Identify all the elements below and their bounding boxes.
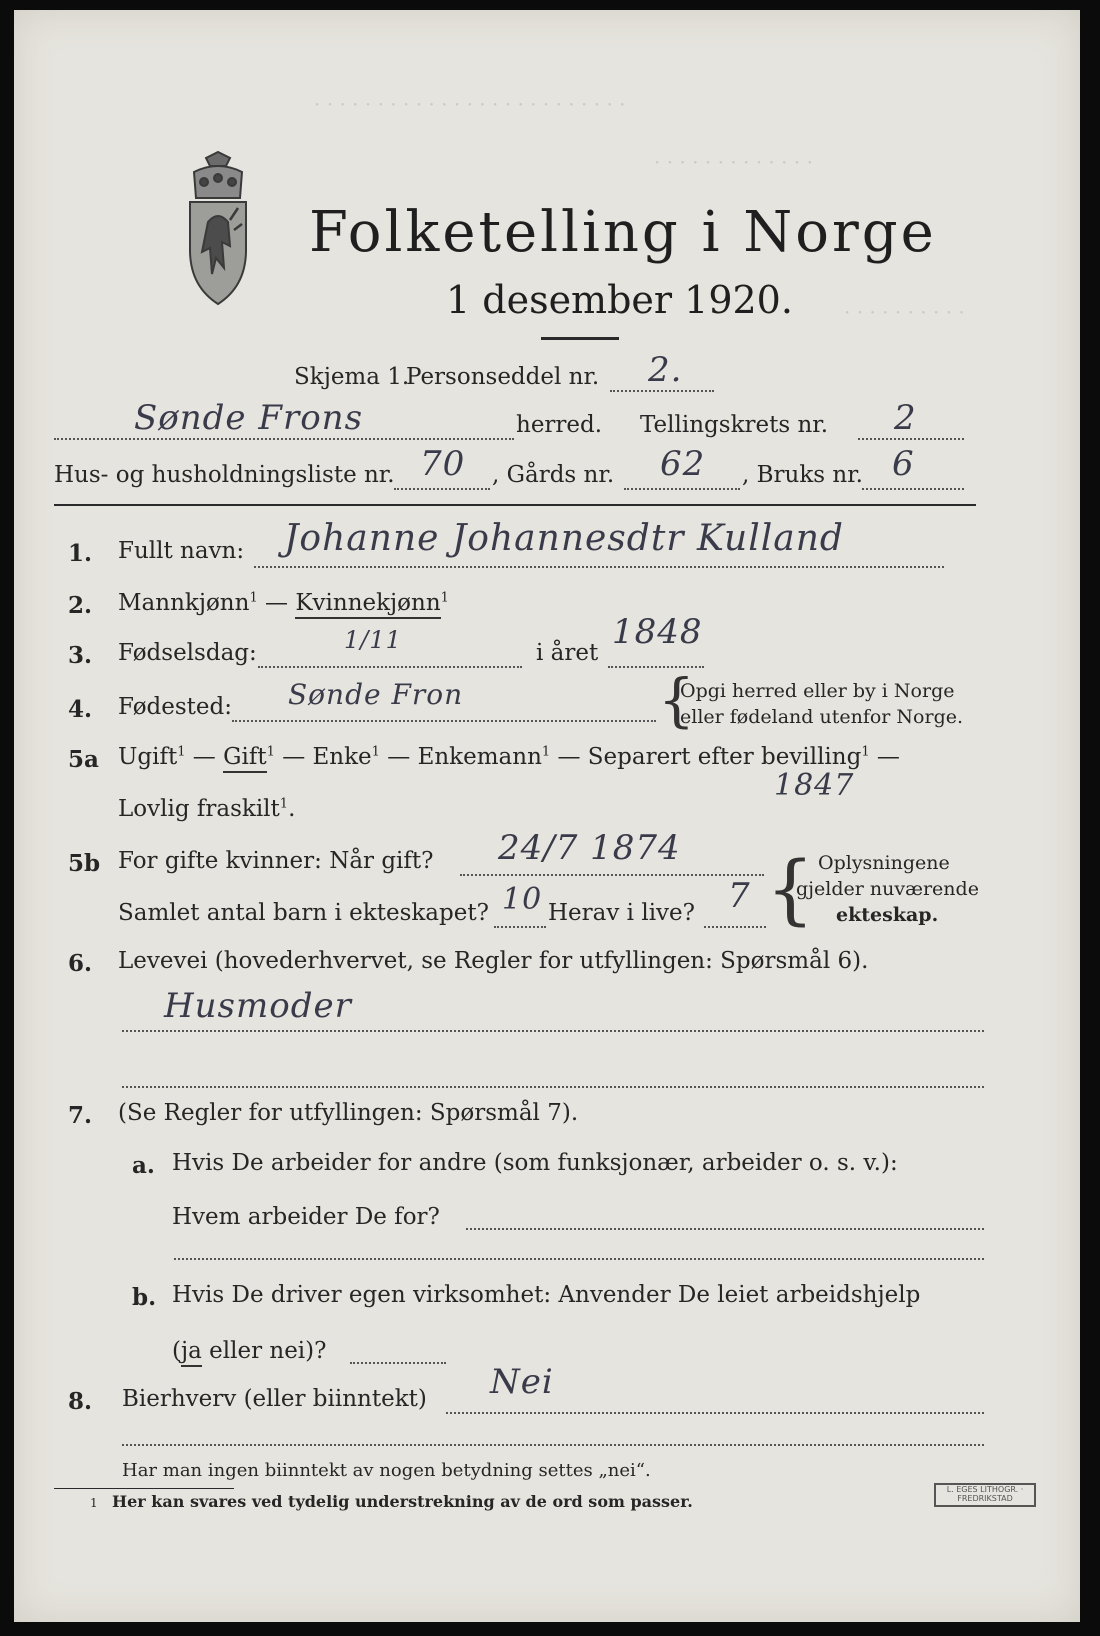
q1-label: Fullt navn: bbox=[118, 538, 245, 564]
hired-help-line bbox=[350, 1362, 446, 1364]
q7b-question: (ja eller nei)? bbox=[172, 1338, 326, 1364]
employer-line-2 bbox=[174, 1258, 984, 1260]
q4-label: Fødested: bbox=[118, 694, 233, 720]
married-when-label: For gifte kvinner: Når gift? bbox=[118, 848, 434, 874]
herred-value[interactable]: Sønde Frons bbox=[134, 398, 364, 438]
q7-number: 7. bbox=[68, 1102, 93, 1129]
q7-label: (Se Regler for utfyllingen: Spørsmål 7). bbox=[118, 1100, 579, 1126]
enke-option[interactable]: Enke bbox=[312, 744, 372, 770]
bleed-through: · · · · · · · · · · · · · bbox=[654, 150, 813, 174]
employer-line bbox=[466, 1228, 984, 1230]
ja-option-selected[interactable]: ja bbox=[181, 1338, 202, 1367]
enkemann-option[interactable]: Enkemann bbox=[417, 744, 542, 770]
bruks-label: , Bruks nr. bbox=[742, 462, 863, 488]
side-income-line-2 bbox=[122, 1444, 984, 1446]
married-when-value[interactable]: 24/7 1874 bbox=[498, 828, 681, 868]
census-form-page bbox=[14, 10, 1080, 1622]
footnote-divider bbox=[54, 1488, 234, 1489]
q3-label: Fødselsdag: bbox=[118, 640, 257, 666]
bleed-through: · · · · · · · · · · · · · · · · · · · · · · · · · bbox=[314, 92, 626, 116]
children-line bbox=[494, 926, 546, 928]
herred-label: herred. bbox=[516, 412, 603, 438]
birthplace-note-brace: { bbox=[658, 666, 695, 734]
gards-label: , Gårds nr. bbox=[492, 462, 615, 488]
census-date: 1 desember 1920. bbox=[446, 278, 793, 322]
alive-label: Herav i live? bbox=[548, 900, 695, 926]
hus-label: Hus- og husholdningsliste nr. bbox=[54, 462, 395, 488]
herred-line bbox=[54, 438, 514, 440]
marriage-note-brace: { bbox=[766, 844, 815, 933]
occupation-value[interactable]: Husmoder bbox=[164, 986, 352, 1026]
hus-value[interactable]: 70 bbox=[420, 444, 466, 484]
q6-number: 6. bbox=[68, 950, 93, 977]
mannkjonn-option[interactable]: Mannkjønn bbox=[118, 590, 250, 616]
q7a-text: Hvis De arbeider for andre (som funksjonær, arbeider o. s. v.): bbox=[172, 1150, 898, 1176]
q6-label: Levevei (hovederhvervet, se Regler for utfyllingen: Spørsmål 6). bbox=[118, 948, 869, 974]
children-value[interactable]: 10 bbox=[502, 882, 543, 917]
q5a-number: 5a bbox=[68, 746, 99, 773]
title-divider bbox=[541, 337, 619, 340]
skjema-label: Skjema 1. bbox=[294, 364, 410, 390]
q5b-number: 5b bbox=[68, 850, 101, 877]
bruks-line bbox=[862, 488, 964, 490]
fraskilt-option[interactable]: Lovlig fraskilt$^1$. bbox=[118, 796, 296, 822]
printer-stamp: L. EGES LITHOGR. · FREDRIKSTAD bbox=[934, 1483, 1036, 1507]
birthplace-value[interactable]: Sønde Fron bbox=[288, 678, 464, 711]
kvinnekjonn-option-selected[interactable]: Kvinnekjønn bbox=[295, 590, 440, 619]
marriage-note-1: Oplysningene bbox=[818, 852, 950, 874]
hus-line bbox=[394, 488, 490, 490]
full-name-value[interactable]: Johanne Johannesdtr Kulland bbox=[284, 518, 844, 559]
q8-label: Bierhverv (eller biinntekt) bbox=[122, 1386, 427, 1412]
birthplace-note-1: Opgi herred eller by i Norge bbox=[680, 680, 955, 702]
bleed-through: · · · · · · · · · · bbox=[844, 300, 965, 324]
form-title: Folketelling i Norge bbox=[309, 200, 937, 265]
footnote-mark: 1 bbox=[90, 1496, 98, 1510]
children-label: Samlet antal barn i ekteskapet? bbox=[118, 900, 489, 926]
marital-options: Ugift$^1$ — Gift$^1$ — Enke$^1$ — Enkemann$^1$ — Separert efter bevilling$^1$ — bbox=[118, 744, 900, 770]
married-when-line bbox=[460, 874, 764, 876]
tellingskrets-value[interactable]: 2 bbox=[894, 398, 917, 438]
year-label: i året bbox=[536, 640, 599, 666]
q7b-letter: b. bbox=[132, 1284, 157, 1311]
occupation-line-2 bbox=[122, 1086, 984, 1088]
birthday-value[interactable]: 1/11 bbox=[344, 626, 402, 654]
norwegian-coat-of-arms-icon bbox=[172, 150, 264, 308]
q4-number: 4. bbox=[68, 696, 93, 723]
q3-number: 3. bbox=[68, 642, 93, 669]
q7b-text: Hvis De driver egen virksomhet: Anvender De leiet arbeidshjelp bbox=[172, 1282, 921, 1308]
q7a-question: Hvem arbeider De for? bbox=[172, 1204, 440, 1230]
header-divider bbox=[54, 504, 976, 506]
marriage-note-3: ekteskap. bbox=[836, 904, 939, 926]
q2-number: 2. bbox=[68, 592, 93, 619]
personseddel-value[interactable]: 2. bbox=[648, 350, 683, 390]
personseddel-line bbox=[610, 390, 714, 392]
q1-line bbox=[254, 566, 944, 568]
personseddel-label: Personseddel nr. bbox=[406, 364, 600, 390]
alive-line bbox=[704, 926, 766, 928]
gards-line bbox=[624, 488, 740, 490]
birthplace-line bbox=[232, 720, 656, 722]
footnote-text: Her kan svares ved tydelig understrekning av de ord som passer. bbox=[112, 1492, 693, 1511]
separert-option[interactable]: Separert efter bevilling bbox=[587, 744, 862, 770]
birthday-line bbox=[258, 666, 522, 668]
alive-value[interactable]: 7 bbox=[728, 876, 751, 916]
occupation-line-1 bbox=[122, 1030, 984, 1032]
ugift-option[interactable]: Ugift bbox=[118, 744, 178, 770]
marital-note-value[interactable]: 1847 bbox=[774, 768, 855, 803]
bruks-value[interactable]: 6 bbox=[892, 444, 915, 484]
gards-value[interactable]: 62 bbox=[660, 444, 706, 484]
gift-option-selected[interactable]: Gift bbox=[223, 744, 266, 773]
birthyear-value[interactable]: 1848 bbox=[612, 612, 703, 652]
footer-note: Har man ingen biinntekt av nogen betydning settes „nei“. bbox=[122, 1460, 651, 1481]
q2-options: Mannkjønn$^1$ — Kvinnekjønn$^1$ bbox=[118, 590, 449, 616]
side-income-line bbox=[446, 1412, 984, 1414]
q1-number: 1. bbox=[68, 540, 93, 567]
tellingskrets-label: Tellingskrets nr. bbox=[640, 412, 829, 438]
q8-number: 8. bbox=[68, 1388, 93, 1415]
marriage-note-2: gjelder nuværende bbox=[796, 878, 979, 900]
tellingskrets-line bbox=[858, 438, 964, 440]
side-income-value[interactable]: Nei bbox=[490, 1362, 554, 1402]
birthplace-note-2: eller fødeland utenfor Norge. bbox=[680, 706, 964, 728]
q7a-letter: a. bbox=[132, 1152, 155, 1179]
